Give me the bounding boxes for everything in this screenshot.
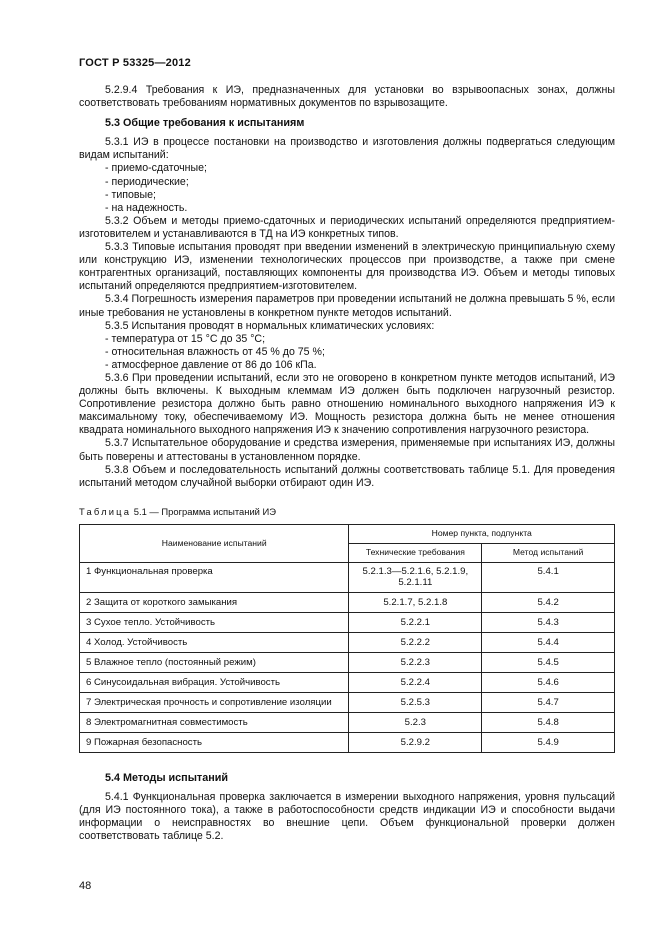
paragraph-5-3-7: 5.3.7 Испытательное оборудование и средства измерения, применяемые при испытаниях ИЭ, должны быть поверены и аттестованы в установленном порядке. bbox=[79, 437, 615, 463]
paragraph-5-2-9-4: 5.2.9.4 Требования к ИЭ, предназначенных для установки во взрывоопасных зонах, должны соответствовать требованиям нормативных документов по взрывозащите. bbox=[79, 84, 615, 110]
test-types-list bbox=[79, 162, 615, 214]
requirements-cell: 5.2.9.2 bbox=[349, 732, 482, 752]
method-cell: 5.4.5 bbox=[482, 652, 615, 672]
test-name-cell: 6 Синусоидальная вибрация. Устойчивость bbox=[80, 672, 349, 692]
list-item: - на надежность. bbox=[105, 201, 188, 214]
section-heading-5-4: 5.4 Методы испытаний bbox=[105, 771, 229, 784]
test-name-cell: 5 Влажное тепло (постоянный режим) bbox=[80, 652, 349, 672]
table-caption-title: 5.1 — Программа испытаний ИЭ bbox=[133, 505, 276, 517]
table-caption-word: Таблица bbox=[79, 505, 132, 517]
paragraph-5-3-3: 5.3.3 Типовые испытания проводят при введении изменений в электрическую принципиальную схему или конструкцию ИЭ, изменении технологических процессов при производстве, а также при смене контрагентных организаций, поставляющих компоненты для производства ИЭ. Объем и методы типовых испытаний определяются предприятием-изготовителем. bbox=[79, 241, 615, 293]
column-header-requirements: Технические требования bbox=[349, 543, 482, 562]
paragraph-5-3-2: 5.3.2 Объем и методы приемо-сдаточных и периодических испытаний определяются предприятием-изготовителем и устанавливаются в ТД на ИЭ конкретных типов. bbox=[79, 214, 615, 240]
method-cell: 5.4.2 bbox=[482, 592, 615, 612]
test-name-cell: 3 Сухое тепло. Устойчивость bbox=[80, 612, 349, 632]
table-row bbox=[80, 712, 615, 732]
requirements-cell: 5.2.1.7, 5.2.1.8 bbox=[349, 592, 482, 612]
paragraph-5-3-6: 5.3.6 При проведении испытаний, если это не оговорено в конкретном пункте методов испытаний, ИЭ должны быть включены. К выходным клеммам ИЭ должен быть подключен нагрузочный резистор. Сопротивление резистора должно быть равно отношению номинального выходного напряжения ИЭ к максимальному току, обеспечиваемому ИЭ. Мощность резистора должна быть не менее отношения квадрата номинального выходного напряжения ИЭ к значению сопротивления нагрузочного резистора. bbox=[79, 371, 615, 437]
test-name-cell: 8 Электромагнитная совместимость bbox=[80, 712, 349, 732]
table-row bbox=[80, 562, 615, 592]
list-item: - относительная влажность от 45 % до 75 %; bbox=[105, 345, 325, 358]
requirements-cell: 5.2.2.2 bbox=[349, 632, 482, 652]
table-row bbox=[80, 652, 615, 672]
paragraph-5-3-8: 5.3.8 Объем и последовательность испытаний должны соответствовать таблице 5.1. Для проведения испытаний методом случайной выборки отбирают один ИЭ. bbox=[79, 463, 615, 489]
requirements-cell: 5.2.2.4 bbox=[349, 672, 482, 692]
table-row bbox=[80, 612, 615, 632]
method-cell: 5.4.6 bbox=[482, 672, 615, 692]
list-item: - приемо-сдаточные; bbox=[105, 162, 207, 175]
method-cell: 5.4.3 bbox=[482, 612, 615, 632]
table-row bbox=[80, 672, 615, 692]
document-code-header: ГОСТ Р 53325—2012 bbox=[79, 57, 191, 69]
paragraph-5-3-5: 5.3.5 Испытания проводят в нормальных климатических условиях: bbox=[105, 319, 435, 332]
paragraph-5-3-1: 5.3.1 ИЭ в процессе постановки на производство и изготовления должны подвергаться следующим видам испытаний: bbox=[79, 136, 615, 162]
table-row bbox=[80, 592, 615, 612]
method-cell: 5.4.4 bbox=[482, 632, 615, 652]
table-row bbox=[80, 732, 615, 752]
climate-conditions-list bbox=[79, 333, 615, 372]
method-cell: 5.4.8 bbox=[482, 712, 615, 732]
requirements-cell: 5.2.3 bbox=[349, 712, 482, 732]
page-number: 48 bbox=[79, 880, 92, 892]
requirements-cell: 5.2.2.3 bbox=[349, 652, 482, 672]
list-item: - температура от 15 °С до 35 °С; bbox=[105, 332, 266, 345]
column-header-clause-number: Номер пункта, подпункта bbox=[349, 524, 615, 543]
table-caption bbox=[79, 505, 615, 518]
method-cell: 5.4.1 bbox=[482, 562, 615, 592]
requirements-cell: 5.2.1.3—5.2.1.6, 5.2.1.9, 5.2.1.11 bbox=[349, 562, 482, 592]
list-item: - типовые; bbox=[105, 188, 156, 201]
test-name-cell: 2 Защита от короткого замыкания bbox=[80, 592, 349, 612]
test-name-cell: 9 Пожарная безопасность bbox=[80, 732, 349, 752]
test-program-table bbox=[79, 524, 615, 753]
table-row bbox=[80, 632, 615, 652]
method-cell: 5.4.9 bbox=[482, 732, 615, 752]
table-row bbox=[80, 692, 615, 712]
requirements-cell: 5.2.2.1 bbox=[349, 612, 482, 632]
method-cell: 5.4.7 bbox=[482, 692, 615, 712]
list-item: - периодические; bbox=[105, 175, 189, 188]
column-header-test-name: Наименование испытаний bbox=[80, 524, 349, 562]
list-item: - атмосферное давление от 86 до 106 кПа. bbox=[105, 358, 317, 371]
test-name-cell: 1 Функциональная проверка bbox=[80, 562, 349, 592]
test-name-cell: 4 Холод. Устойчивость bbox=[80, 632, 349, 652]
document-body bbox=[79, 84, 615, 843]
section-heading-5-3: 5.3 Общие требования к испытаниям bbox=[105, 117, 305, 130]
test-name-cell: 7 Электрическая прочность и сопротивление изоляции bbox=[80, 692, 349, 712]
requirements-cell: 5.2.5.3 bbox=[349, 692, 482, 712]
paragraph-5-3-4: 5.3.4 Погрешность измерения параметров при проведении испытаний не должна превышать 5 %, если иные требования не установлены в конкретном пункте методов испытаний. bbox=[79, 293, 615, 319]
column-header-method: Метод испытаний bbox=[482, 543, 615, 562]
paragraph-5-4-1: 5.4.1 Функциональная проверка заключается в измерении выходного напряжения, уровня пульсаций (для ИЭ постоянного тока), а также в работоспособности средств индикации ИЭ и способности выдачи информации о неисправностях во внешние цепи. Объем функциональной проверки должен соответствовать таблице 5.2. bbox=[79, 791, 615, 843]
